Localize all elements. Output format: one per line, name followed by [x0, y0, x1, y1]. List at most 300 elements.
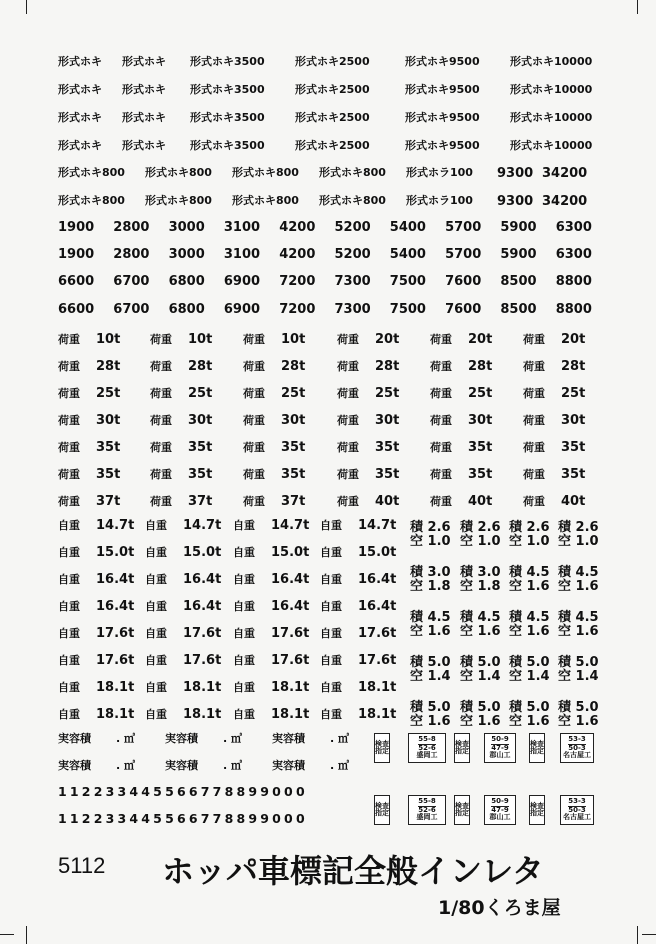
crop-mark-bottom-left-v [26, 926, 27, 944]
type-label: 形式ホキ9500 [405, 83, 480, 96]
empty-conversion: 空 1.6 [558, 624, 599, 639]
load-value: 35t [561, 440, 586, 455]
load-label: 荷重 [58, 360, 80, 373]
car-number: 1900 [58, 220, 95, 235]
type-label: 形式ホキ9500 [405, 111, 480, 124]
volume-unit: . ㎥ [116, 759, 136, 772]
car-number: 5400 [389, 220, 426, 235]
empty-conversion: 空 1.0 [460, 534, 501, 549]
load-label: 荷重 [150, 468, 172, 481]
self-weight-value: 18.1t [183, 680, 222, 695]
self-weight-value: 15.0t [271, 545, 310, 560]
car-number: 7200 [279, 274, 316, 290]
loaded-conversion: 積 5.0 [410, 700, 451, 715]
loaded-conversion: 積 4.5 [509, 565, 550, 580]
load-value: 35t [375, 467, 400, 482]
load-value: 40t [468, 494, 493, 509]
self-weight-value: 17.6t [358, 653, 397, 668]
type-label: 形式ホキ3500 [190, 111, 265, 124]
loaded-conversion: 積 5.0 [410, 655, 451, 670]
self-weight-value: 18.1t [271, 680, 310, 695]
self-weight-value: 14.7t [358, 518, 397, 533]
loaded-conversion: 積 2.6 [509, 520, 550, 535]
car-number: 5900 [500, 247, 537, 263]
load-label: 荷重 [243, 360, 265, 373]
self-weight-value: 17.6t [358, 626, 397, 641]
car-number: 5700 [445, 220, 482, 235]
crop-mark-bottom-right-h [642, 934, 656, 935]
self-weight-label: 自重 [233, 546, 255, 559]
load-label: 荷重 [243, 333, 265, 346]
type-label: 形式ホキ800 [319, 166, 386, 179]
empty-conversion: 空 1.6 [558, 579, 599, 594]
load-value: 35t [188, 440, 213, 455]
load-label: 荷重 [58, 414, 80, 427]
volume-unit: . ㎥ [330, 732, 350, 745]
self-weight-label: 自重 [58, 519, 80, 532]
car-number: 4200 [279, 247, 316, 263]
load-value: 35t [468, 440, 493, 455]
car-number: 7600 [445, 301, 482, 317]
car-number: 5700 [445, 247, 482, 263]
load-value: 28t [281, 359, 306, 374]
load-label: 荷重 [58, 468, 80, 481]
car-number: 6900 [223, 274, 261, 290]
type-label: 形式ホキ9500 [405, 139, 480, 152]
loaded-conversion: 積 4.5 [410, 610, 451, 625]
car-number: 6600 [58, 301, 95, 317]
loaded-conversion: 積 4.5 [509, 610, 550, 625]
car-number: 8500 [500, 301, 537, 317]
load-label: 荷重 [150, 441, 172, 454]
stamp-line: 指定 [455, 809, 469, 817]
stamp-line: 名古屋工 [563, 751, 591, 760]
type-label: 形式ホキ3500 [190, 55, 265, 68]
type-label: 形式ホキ [58, 111, 102, 124]
car-number: 6700 [113, 301, 150, 317]
type-label: 形式ホキ800 [319, 194, 386, 207]
loaded-conversion: 積 3.0 [410, 565, 451, 580]
self-weight-value: 14.7t [183, 518, 222, 533]
load-label: 荷重 [243, 468, 265, 481]
empty-conversion: 空 1.4 [558, 669, 599, 684]
self-weight-label: 自重 [145, 546, 167, 559]
load-label: 荷重 [523, 414, 545, 427]
car-number: 6800 [168, 274, 205, 290]
stamp-line: 50-9 [491, 735, 509, 744]
load-value: 40t [375, 494, 400, 509]
car-number: 5200 [334, 247, 371, 263]
empty-conversion: 空 1.6 [460, 714, 501, 729]
type-label: 形式ホキ800 [232, 166, 299, 179]
type-label: 形式ホキ [122, 111, 166, 124]
load-value: 40t [561, 494, 586, 509]
loaded-conversion: 積 4.5 [460, 610, 501, 625]
self-weight-value: 17.6t [183, 626, 222, 641]
self-weight-value: 16.4t [183, 572, 222, 587]
loaded-conversion: 積 5.0 [509, 700, 550, 715]
stamp-line: 52-6 [418, 805, 436, 814]
inspection-stamp [529, 795, 545, 825]
load-label: 荷重 [243, 414, 265, 427]
self-weight-value: 15.0t [183, 545, 222, 560]
type-label: 形式ホキ2500 [295, 83, 370, 96]
load-label: 荷重 [430, 414, 452, 427]
self-weight-value: 16.4t [271, 572, 310, 587]
type-label: 形式ホキ10000 [510, 55, 593, 68]
load-label: 荷重 [337, 495, 359, 508]
type-label: 形式ホキ2500 [295, 111, 370, 124]
self-weight-value: 18.1t [358, 707, 397, 722]
load-label: 荷重 [337, 441, 359, 454]
load-label: 荷重 [523, 360, 545, 373]
car-number: 6600 [58, 274, 95, 290]
car-number: 8800 [555, 274, 592, 290]
stamp-line: 指定 [375, 747, 389, 755]
self-weight-label: 自重 [233, 573, 255, 586]
loaded-conversion: 積 4.5 [558, 610, 599, 625]
car-number: 3100 [223, 247, 261, 263]
load-value: 30t [375, 413, 400, 428]
self-weight-value: 17.6t [271, 626, 310, 641]
type-label: 形式ホキ10000 [510, 111, 593, 124]
stamp-line: 郡山工 [489, 813, 511, 822]
loaded-conversion: 積 2.6 [410, 520, 451, 535]
self-weight-value: 18.1t [183, 707, 222, 722]
load-value: 35t [281, 440, 306, 455]
type-label: 形式ホキ800 [145, 166, 212, 179]
self-weight-label: 自重 [58, 654, 80, 667]
car-number: 6300 [555, 220, 592, 235]
type-label: 形式ホキ3500 [190, 83, 265, 96]
self-weight-label: 自重 [320, 627, 342, 640]
stamp-line: 検査 [530, 739, 544, 748]
self-weight-label: 自重 [58, 681, 80, 694]
inspection-stamp [454, 795, 470, 825]
stamp-line: 50-9 [491, 797, 509, 806]
load-label: 荷重 [523, 495, 545, 508]
load-value: 30t [468, 413, 493, 428]
self-weight-label: 自重 [145, 600, 167, 613]
self-weight-label: 自重 [233, 654, 255, 667]
loaded-conversion: 積 3.0 [460, 565, 501, 580]
self-weight-value: 14.7t [96, 518, 135, 533]
stamp-line: 検査 [455, 739, 469, 748]
load-label: 荷重 [150, 333, 172, 346]
empty-conversion: 空 1.4 [460, 669, 501, 684]
load-label: 荷重 [243, 387, 265, 400]
self-weight-label: 自重 [145, 654, 167, 667]
load-label: 荷重 [523, 333, 545, 346]
load-label: 荷重 [58, 495, 80, 508]
load-label: 荷重 [58, 333, 80, 346]
load-value: 25t [96, 386, 121, 401]
car-number: 7300 [334, 301, 371, 317]
load-label: 荷重 [243, 441, 265, 454]
stamp-line: 指定 [455, 747, 469, 755]
self-weight-value: 16.4t [96, 572, 135, 587]
load-label: 荷重 [337, 333, 359, 346]
stamp-line: 検査 [375, 801, 389, 810]
volume-unit: . ㎥ [116, 732, 136, 745]
self-weight-value: 16.4t [96, 599, 135, 614]
load-value: 30t [96, 413, 121, 428]
load-value: 35t [468, 467, 493, 482]
volume-label: 実容積 [272, 759, 305, 772]
load-value: 35t [96, 467, 121, 482]
load-label: 荷重 [243, 495, 265, 508]
loaded-conversion: 積 5.0 [460, 655, 501, 670]
load-value: 20t [375, 332, 400, 347]
load-label: 荷重 [430, 468, 452, 481]
load-value: 20t [468, 332, 493, 347]
self-weight-value: 16.4t [183, 599, 222, 614]
type-label: 形式ホキ2500 [295, 139, 370, 152]
volume-label: 実容積 [165, 759, 198, 772]
load-label: 荷重 [150, 360, 172, 373]
self-weight-value: 17.6t [96, 626, 135, 641]
empty-conversion: 空 1.0 [558, 534, 599, 549]
type-label: 形式ホキ2500 [295, 55, 370, 68]
type-label: 形式ホキ9500 [405, 55, 480, 68]
type-label: 形式ホキ800 [58, 194, 125, 207]
empty-conversion: 空 1.0 [410, 534, 451, 549]
car-number: 5900 [500, 220, 537, 235]
type-label: 形式ホキ10000 [510, 83, 593, 96]
car-number: 3000 [168, 220, 205, 235]
crop-mark-bottom-left-h [0, 934, 14, 935]
car-number: 7200 [279, 301, 316, 317]
car-number: 6900 [223, 301, 261, 317]
type-label: 34200 [542, 166, 588, 181]
self-weight-label: 自重 [320, 519, 342, 532]
load-label: 荷重 [337, 468, 359, 481]
car-number: 4200 [279, 220, 316, 235]
load-label: 荷重 [430, 360, 452, 373]
load-label: 荷重 [430, 333, 452, 346]
self-weight-label: 自重 [320, 546, 342, 559]
type-label: 形式ホラ100 [406, 194, 473, 207]
load-label: 荷重 [430, 387, 452, 400]
load-label: 荷重 [430, 441, 452, 454]
type-label: 形式ホキ800 [58, 166, 125, 179]
self-weight-label: 自重 [58, 708, 80, 721]
volume-label: 実容積 [165, 732, 198, 745]
load-value: 30t [561, 413, 586, 428]
load-label: 荷重 [58, 387, 80, 400]
type-label: 形式ホラ100 [406, 166, 473, 179]
car-number: 2800 [113, 247, 150, 263]
load-value: 35t [281, 467, 306, 482]
empty-conversion: 空 1.4 [410, 669, 451, 684]
load-label: 荷重 [337, 387, 359, 400]
self-weight-value: 14.7t [271, 518, 310, 533]
stamp-line: 53-3 [568, 735, 586, 744]
empty-conversion: 空 1.6 [509, 714, 550, 729]
car-number: 3100 [223, 220, 261, 235]
load-label: 荷重 [150, 414, 172, 427]
load-value: 25t [561, 386, 586, 401]
maker-name: 1/80くろま屋 [438, 897, 561, 919]
load-value: 28t [561, 359, 586, 374]
empty-conversion: 空 1.8 [460, 579, 501, 594]
car-number: 5200 [334, 220, 371, 235]
catalog-number: 5112 [58, 853, 106, 878]
load-label: 荷重 [337, 360, 359, 373]
self-weight-value: 15.0t [96, 545, 135, 560]
inspection-stamp [374, 733, 390, 763]
stamp-line: 指定 [375, 809, 389, 817]
self-weight-value: 16.4t [358, 572, 397, 587]
stamp-line: 指定 [530, 747, 544, 755]
load-label: 荷重 [150, 387, 172, 400]
self-weight-label: 自重 [233, 708, 255, 721]
car-number: 7500 [389, 274, 426, 290]
type-label: 形式ホキ3500 [190, 139, 265, 152]
load-value: 28t [188, 359, 213, 374]
load-value: 10t [188, 332, 213, 347]
type-label: 形式ホキ800 [145, 194, 212, 207]
self-weight-label: 自重 [145, 681, 167, 694]
inspection-stamp [374, 795, 390, 825]
self-weight-value: 15.0t [358, 545, 397, 560]
self-weight-value: 18.1t [96, 680, 135, 695]
car-number: 7500 [389, 301, 426, 317]
load-label: 荷重 [150, 495, 172, 508]
car-number: 7600 [445, 274, 482, 290]
type-label: 形式ホキ [122, 139, 166, 152]
empty-conversion: 空 1.0 [509, 534, 550, 549]
empty-conversion: 空 1.6 [509, 624, 550, 639]
load-value: 35t [96, 440, 121, 455]
type-label: 形式ホキ [58, 83, 102, 96]
volume-label: 実容積 [272, 732, 305, 745]
inspection-stamp [408, 795, 446, 825]
stamp-line: 検査 [530, 801, 544, 810]
inspection-stamp [484, 733, 516, 763]
self-weight-value: 18.1t [96, 707, 135, 722]
car-number: 6800 [168, 301, 205, 317]
load-label: 荷重 [337, 414, 359, 427]
self-weight-value: 17.6t [183, 653, 222, 668]
type-label: 形式ホキ800 [232, 194, 299, 207]
self-weight-label: 自重 [58, 627, 80, 640]
car-number: 5400 [389, 247, 426, 263]
car-number: 6300 [555, 247, 592, 263]
load-value: 28t [96, 359, 121, 374]
type-label: 9300 [497, 166, 534, 181]
inspection-stamp [560, 733, 594, 763]
empty-conversion: 空 1.8 [410, 579, 451, 594]
inspection-stamp [408, 733, 446, 763]
stamp-line: 検査 [375, 739, 389, 748]
car-number: 8500 [500, 274, 537, 290]
self-weight-label: 自重 [58, 546, 80, 559]
type-label: 形式ホキ [58, 139, 102, 152]
type-label: 9300 [497, 194, 534, 209]
inspection-stamp [454, 733, 470, 763]
load-value: 37t [96, 494, 121, 509]
self-weight-value: 16.4t [271, 599, 310, 614]
car-number: 2800 [113, 220, 150, 235]
loaded-conversion: 積 2.6 [558, 520, 599, 535]
load-value: 25t [188, 386, 213, 401]
loaded-conversion: 積 5.0 [558, 655, 599, 670]
car-number: 3000 [168, 247, 205, 263]
self-weight-label: 自重 [233, 519, 255, 532]
self-weight-label: 自重 [58, 600, 80, 613]
empty-conversion: 空 1.4 [509, 669, 550, 684]
load-value: 30t [188, 413, 213, 428]
type-label: 形式ホキ10000 [510, 139, 593, 152]
self-weight-label: 自重 [233, 681, 255, 694]
self-weight-label: 自重 [145, 708, 167, 721]
load-value: 35t [561, 467, 586, 482]
load-value: 10t [96, 332, 121, 347]
car-number: 6700 [113, 274, 150, 290]
load-value: 37t [281, 494, 306, 509]
self-weight-value: 16.4t [358, 599, 397, 614]
stamp-line: 55-8 [418, 735, 436, 744]
stamp-line: 50-3 [568, 805, 586, 814]
loaded-conversion: 積 2.6 [460, 520, 501, 535]
type-label: 形式ホキ [122, 55, 166, 68]
digit-row: 112233445566778899000 [58, 784, 308, 799]
self-weight-label: 自重 [145, 573, 167, 586]
self-weight-label: 自重 [233, 627, 255, 640]
stamp-line: 53-3 [568, 797, 586, 806]
empty-conversion: 空 1.6 [509, 579, 550, 594]
stamp-line: 郡山工 [489, 751, 511, 760]
volume-unit: . ㎥ [223, 732, 243, 745]
load-value: 25t [281, 386, 306, 401]
loaded-conversion: 積 4.5 [558, 565, 599, 580]
stamp-line: 50-3 [568, 743, 586, 752]
stamp-line: 名古屋工 [563, 813, 591, 822]
load-value: 28t [468, 359, 493, 374]
empty-conversion: 空 1.6 [410, 714, 451, 729]
crop-mark-top-left-v [26, 0, 27, 14]
load-label: 荷重 [430, 495, 452, 508]
self-weight-value: 17.6t [271, 653, 310, 668]
type-label: 形式ホキ [122, 83, 166, 96]
stamp-line: 47-9 [491, 743, 509, 752]
load-label: 荷重 [58, 441, 80, 454]
self-weight-label: 自重 [145, 627, 167, 640]
load-value: 25t [375, 386, 400, 401]
self-weight-label: 自重 [58, 573, 80, 586]
load-value: 28t [375, 359, 400, 374]
self-weight-label: 自重 [145, 519, 167, 532]
inspection-stamp [529, 733, 545, 763]
self-weight-value: 18.1t [358, 680, 397, 695]
self-weight-label: 自重 [320, 600, 342, 613]
self-weight-value: 17.6t [96, 653, 135, 668]
empty-conversion: 空 1.6 [558, 714, 599, 729]
crop-mark-bottom-right-v [637, 926, 638, 944]
loaded-conversion: 積 5.0 [509, 655, 550, 670]
volume-unit: . ㎥ [330, 759, 350, 772]
self-weight-label: 自重 [320, 573, 342, 586]
stamp-line: 盛岡工 [416, 813, 438, 822]
load-label: 荷重 [523, 441, 545, 454]
type-label: 34200 [542, 194, 588, 209]
self-weight-label: 自重 [320, 654, 342, 667]
load-value: 10t [281, 332, 306, 347]
stamp-line: 盛岡工 [416, 751, 438, 760]
inspection-stamp [560, 795, 594, 825]
load-label: 荷重 [523, 387, 545, 400]
